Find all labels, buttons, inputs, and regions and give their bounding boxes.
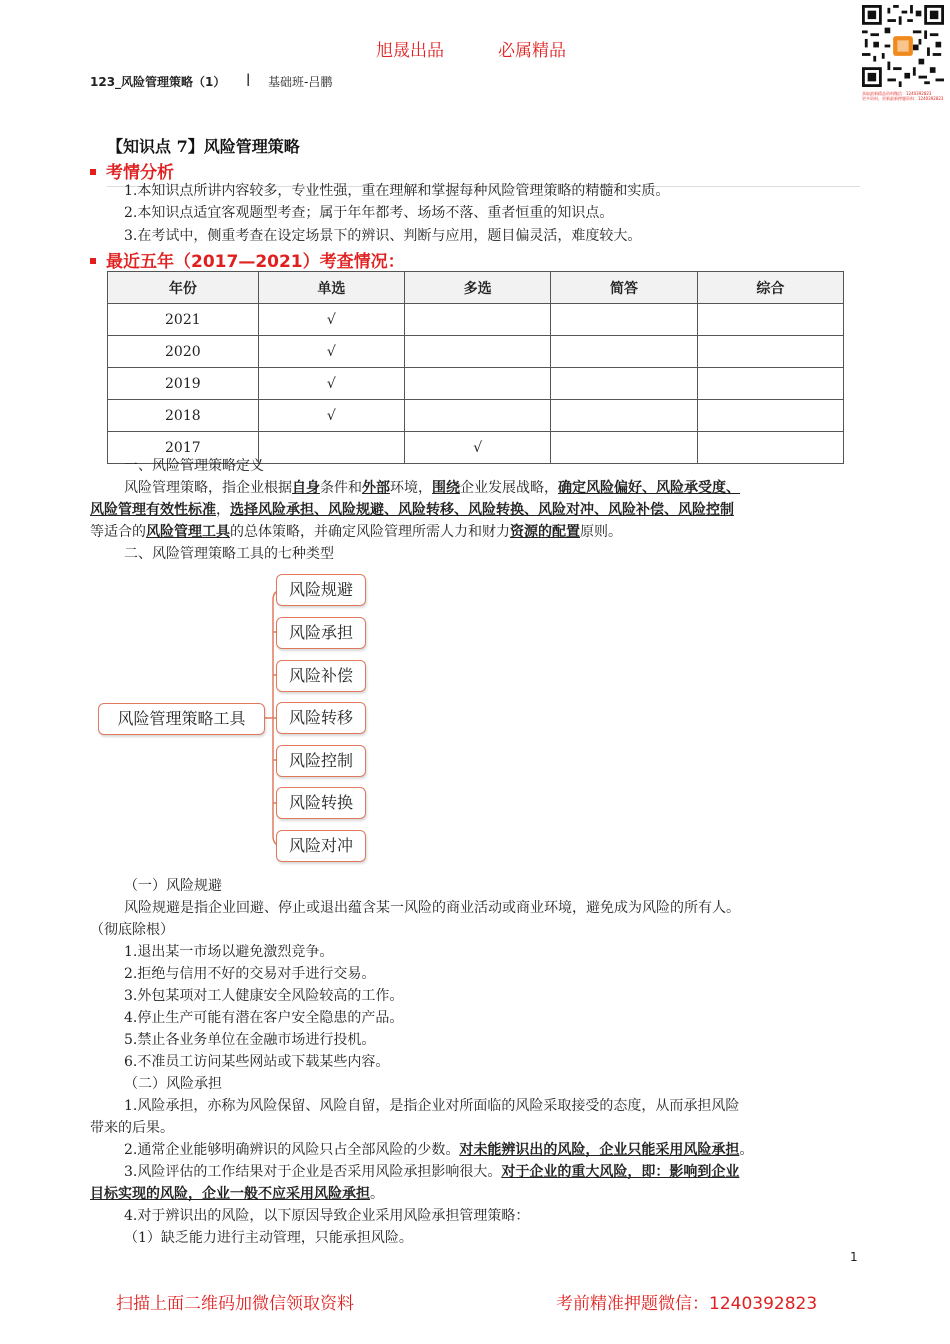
avoidance-item: 4.停止生产可能有潜在客户安全隐患的产品。	[124, 1010, 404, 1026]
table-cell: 2018	[108, 400, 259, 432]
acceptance-item: 2.通常企业能够明确辨识的风险只占全部风险的少数。对未能辨识出的风险，企业只能采用风险承担。	[124, 1142, 754, 1158]
analysis-item: 2.本知识点适宜客观题型考查；属于年年都考、场场不落、重者恒重的知识点。	[124, 205, 614, 221]
table-cell: 2021	[108, 304, 259, 336]
column-header: 简答	[551, 272, 697, 304]
avoidance-item: 1.退出某一市场以避免激烈竞争。	[124, 944, 334, 960]
acceptance-heading: （二）风险承担	[124, 1076, 222, 1092]
mindmap-node: 风险转换	[276, 787, 366, 819]
analysis-item: 3.在考试中，侧重考查在设定场景下的辨识、判断与应用，题目偏灵活，难度较大。	[124, 228, 642, 244]
mindmap-node: 风险承担	[276, 617, 366, 649]
acceptance-item: （1）缺乏能力进行主动管理，只能承担风险。	[124, 1230, 413, 1246]
qr-caption: 获取最新精品资料微信：1240392823 更多资料，更新最新押题资料：1240392823	[862, 91, 944, 101]
acceptance-item-cont: 带来的后果。	[90, 1120, 174, 1136]
footer-right: 考前精准押题微信：1240392823	[556, 1294, 818, 1314]
definition-heading: 一、风险管理策略定义	[124, 458, 264, 474]
acceptance-item: 1.风险承担，亦称为风险保留、风险自留，是指企业对所面临的风险采取接受的态度，从而承担风险	[124, 1098, 740, 1114]
table-cell: 2019	[108, 368, 259, 400]
header-separator: |	[246, 72, 251, 86]
column-header: 年份	[108, 272, 259, 304]
table-cell: √	[258, 336, 404, 368]
table-cell: 2020	[108, 336, 259, 368]
definition-line-2: 风险管理有效性标准，选择风险承担、风险规避、风险转移、风险转换、风险对冲、风险补偿、风险控制	[90, 502, 734, 518]
mindmap-node: 风险控制	[276, 745, 366, 777]
page-number: 1	[850, 1250, 858, 1264]
brand-right: 必属精品	[498, 41, 566, 61]
table-cell: √	[405, 432, 551, 464]
mindmap-node: 风险规避	[276, 574, 366, 606]
avoidance-intro: 风险规避是指企业回避、停止或退出蕴含某一风险的商业活动或商业环境，避免成为风险的所有人。	[124, 900, 740, 916]
table-cell: √	[258, 400, 404, 432]
section-exam-heading: 最近五年（2017—2021）考查情况：	[90, 247, 405, 272]
footer-left: 扫描上面二维码加微信领取资料	[116, 1294, 354, 1314]
acceptance-item: 4.对于辨识出的风险，以下原因导致企业采用风险承担管理策略：	[124, 1208, 530, 1224]
definition-line-3: 等适合的风险管理工具的总体策略，并确定风险管理所需人力和财力资源的配置原则。	[90, 524, 622, 540]
acceptance-item-cont: 目标实现的风险，企业一般不应采用风险承担。	[90, 1186, 384, 1202]
avoidance-heading: （一）风险规避	[124, 878, 222, 894]
mindmap-node: 风险补偿	[276, 660, 366, 692]
analysis-item: 1.本知识点所讲内容较多，专业性强，重在理解和掌握每种风险管理策略的精髓和实质。	[124, 183, 670, 199]
definition-line-1: 风险管理策略，指企业根据自身条件和外部环境，围绕企业发展战略，确定风险偏好、风险承受度、	[124, 480, 740, 496]
acceptance-item: 3.风险评估的工作结果对于企业是否采用风险承担影响很大。对于企业的重大风险，即：影响到企业	[124, 1164, 740, 1180]
section-analysis-heading: 考情分析	[90, 158, 174, 183]
column-header: 综合	[697, 272, 843, 304]
mindmap-node: 风险对冲	[276, 830, 366, 862]
avoidance-intro-cont: （彻底除根）	[90, 922, 174, 938]
brand-left: 旭晟出品	[376, 41, 444, 61]
column-header: 单选	[258, 272, 404, 304]
avoidance-item: 5.禁止各业务单位在金融市场进行投机。	[124, 1032, 376, 1048]
mindmap-root: 风险管理策略工具	[98, 703, 265, 735]
avoidance-item: 3.外包某项对工人健康安全风险较高的工作。	[124, 988, 404, 1004]
column-header: 多选	[405, 272, 551, 304]
doc-title: 123_风险管理策略（1）	[90, 75, 226, 89]
mindmap-node: 风险转移	[276, 702, 366, 734]
avoidance-item: 6.不准员工访问某些网站或下载某些内容。	[124, 1054, 390, 1070]
table-cell: √	[258, 368, 404, 400]
knowledge-point-title: 【知识点 7】风险管理策略	[107, 137, 300, 156]
table-cell: 2017	[108, 432, 259, 464]
tools-heading: 二、风险管理策略工具的七种类型	[124, 546, 334, 562]
table-cell: √	[258, 304, 404, 336]
course-name: 基础班-吕鹏	[268, 75, 333, 89]
avoidance-item: 2.拒绝与信用不好的交易对手进行交易。	[124, 966, 376, 982]
